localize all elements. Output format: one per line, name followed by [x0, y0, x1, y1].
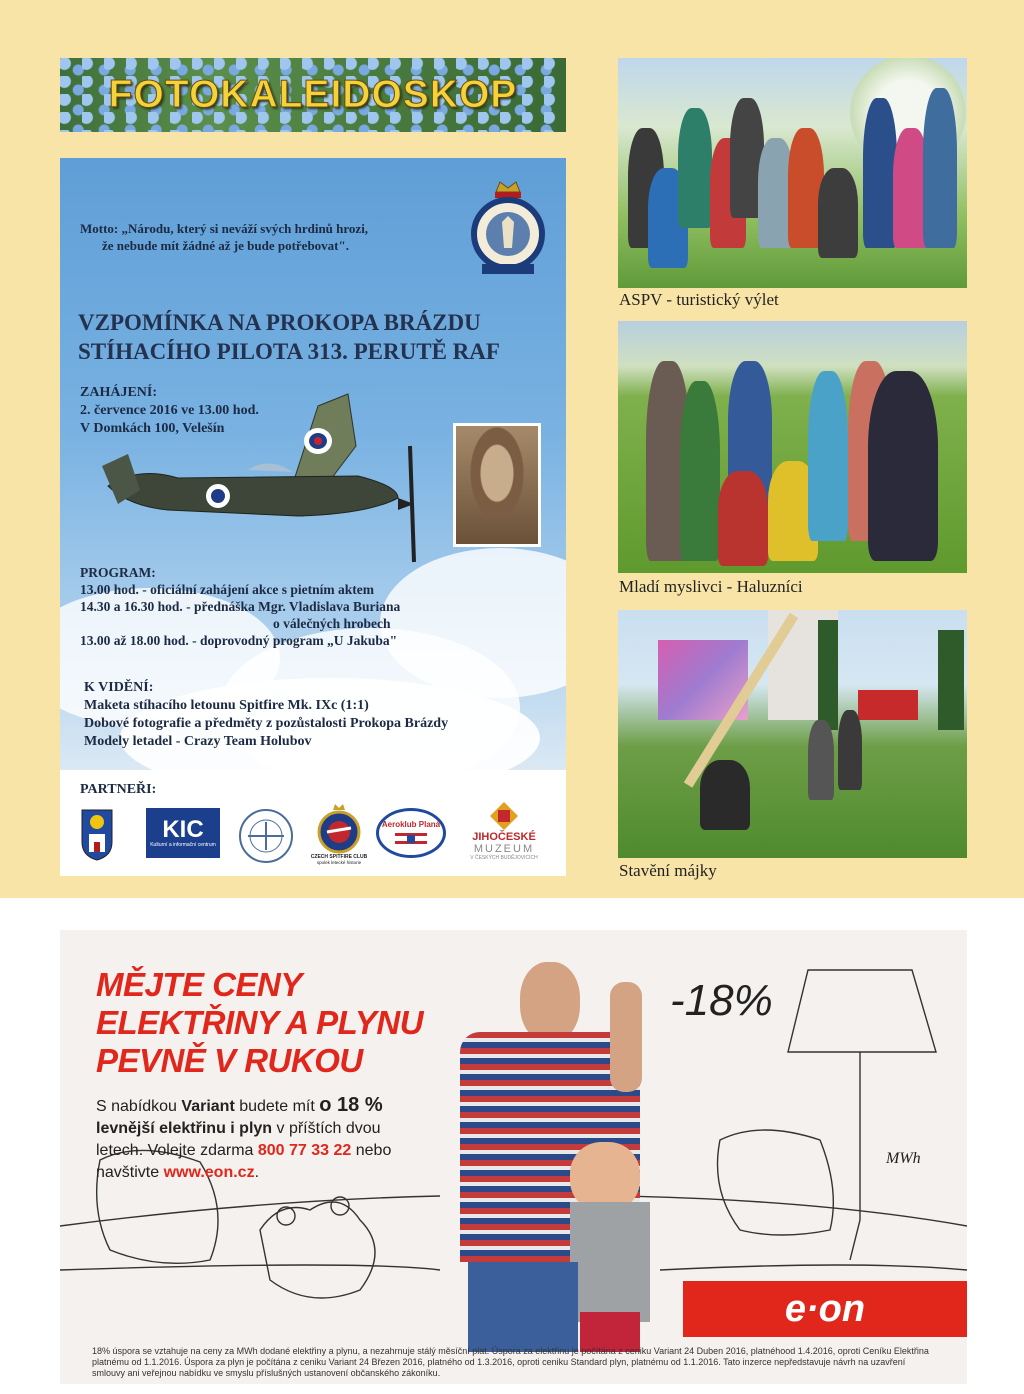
poster-partners-area: [60, 158, 566, 876]
ad-fine-print: 18% úspora se vztahuje na ceny za MWh dodané elektřiny a plynu, a nezahrnuje stálý měsíční plat. Úspora za elektřinu je počítána z ceniku Variant 24 Duben 2016, platnéhood 1.4.2016, oproti Ceníku Elektřina platnému od 1.1.2016. Úspora za plyn je počítána z ceniku Variant 24 Březen 2016, platného od 1.3.2016, oproti ceniku Standard plyn, platnému od 1.1.2016. Tato inzerce nepředstavuje návrh na uzavření smlouvy ani veřejnou nabídku ve smyslu příslušných ustanovení občanského zákoníku.: [92, 1346, 929, 1378]
sketch-discount: -18%: [670, 976, 773, 1025]
poster-title: VZPOMÍNKA NA PROKOPA BRÁZDU STÍHACÍHO PILOTA 313. PERUTĚ RAF: [78, 310, 500, 364]
section-header: [60, 58, 566, 132]
aeroklub-plana-logo: Aeroklub Planá: [376, 808, 446, 858]
exhibits: K VIDĚNÍ: Maketa stíhacího letounu Spitfire Mk. IXc (1:1) Dobové fotografie a předměty z pozůstalosti Prokopa Brázdy Modely letadel - Crazy Team Holubov: [84, 680, 449, 749]
ad-website-link[interactable]: www.eon.cz: [163, 1164, 255, 1181]
czech-spitfire-club-logo: CZECH SPITFIRE CLUB spolek letecké historie: [310, 800, 368, 868]
photo-aspv-trip: [618, 58, 967, 288]
opening-info: ZAHÁJENÍ: 2. července 2016 ve 13.00 hod. V Domkách 100, Velešín: [80, 385, 259, 436]
eon-logo: e·on: [683, 1281, 967, 1337]
sketch-mwh: MWh: [886, 1150, 921, 1167]
velesin-coat-of-arms-icon: [80, 808, 114, 862]
eon-advertisement: [60, 930, 967, 1384]
aviation-club-roundel-icon: [238, 808, 294, 864]
section-title: FOTOKALEIDOSKOP: [108, 73, 518, 116]
man-and-girl-photo: [420, 952, 700, 1352]
ad-body: S nabídkou Variant budete mít o 18 % levnější elektřinu i plyn v příštích dvou letech. Volejte zdarma 800 77 33 22 nebo navštivte www.eon.cz.: [96, 1094, 392, 1181]
spitfire-club-badge-icon: [317, 804, 361, 854]
kic-logo: KIC Kulturní a informační centrum: [146, 808, 220, 858]
photo-caption-1: ASPV - turistický výlet: [619, 290, 779, 309]
photo-young-hunters: [618, 321, 967, 573]
ad-headline: MĚJTE CENY ELEKTŘINY A PLYNU PEVNĚ V RUKOU: [96, 966, 424, 1079]
partners-label: PARTNEŘI:: [80, 782, 157, 797]
photo-maypole: [618, 610, 967, 858]
photo-caption-3: Stavění májky: [619, 861, 717, 880]
photo-caption-2: Mladí myslivci - Haluzníci: [619, 577, 803, 596]
jihoceske-muzeum-logo: JIHOČESKÉ MUZEUM V ČESKÝCH BUDĚJOVICÍCH: [454, 796, 554, 866]
ad-phone: 800 77 33 22: [257, 1142, 352, 1159]
partners-strip: [60, 770, 566, 876]
program: PROGRAM: 13.00 hod. - oficiální zahájení akce s pietním aktem 14.30 a 16.30 hod. - přednáška Mgr. Vladislava Buriana o válečných hrobech 13.00 až 18.00 hod. - doprovodný program „U Jakuba": [80, 565, 401, 648]
biplane-icon: [391, 829, 431, 847]
museum-emblem-icon: [489, 801, 519, 831]
motto: Motto: „Národu, který si neváží svých hrdinů hrozi, že nebude mít žádné až je bude potřebovat".: [80, 221, 369, 253]
